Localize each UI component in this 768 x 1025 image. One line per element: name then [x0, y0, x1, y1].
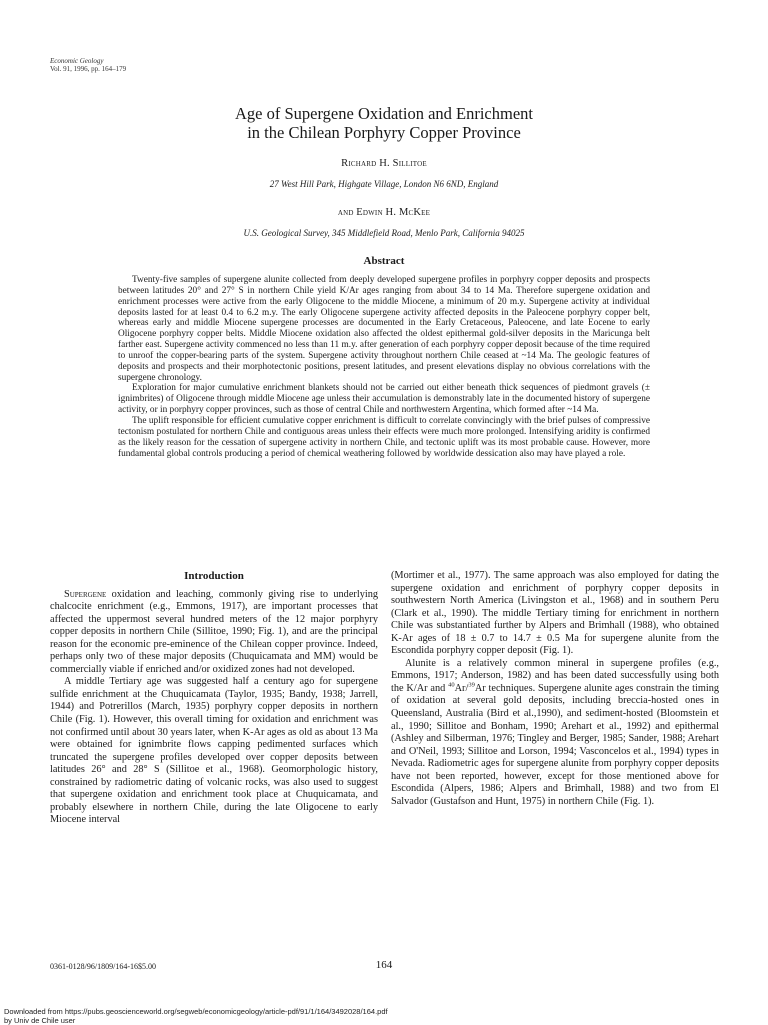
journal-citation — [50, 57, 126, 73]
paper-title — [100, 104, 668, 142]
intro-p4-end: Ar techniques. Supergene alunite ages constrain the timing of oxidation at several gold deposits, including breccia-hosted ones in Queensland, Australia (Bird et al.,1990), and sediment-hosted (Bloomstein et al., 1990; Sillitoe and Bonham, 1990; Arehart et al., 1992) and epithermal (Ashley and Silberman, 1976; Tingley and Berger, 1985; Sander, 1988; Arehart and O'Neil, 1993; Sillitoe and Lorson, 1994; Vasconcelos et al., 1994) types in Nevada. Radiometric ages for supergene alunite from porphyry copper deposits have not been reported, however, except for those mentioned above for Escondida (Alpers, 1986; Alpers and Brimhall, 1988) and two from El Salvador (Gustafson and Hunt, 1975) in northern Chile (Fig. 1). — [391, 683, 719, 807]
ar-text: Ar/ — [455, 683, 469, 694]
abstract-paragraph-2: Exploration for major cumulative enrichment blankets should not be carried out either beneath thick sequences of piedmont gravels (± ignimbrites) of Oligocene through middle Miocene age unless their accumulation is demonstrably late in the documented history of supergene activity, or in porphyry copper provinces, such as those of central Chile and northwestern Argentina, which formed after ~14 Ma. — [118, 383, 650, 416]
journal-volume: Vol. 91, 1996, pp. 164–179 — [50, 65, 126, 73]
author-2-prefix: and — [338, 207, 354, 218]
superscript-39: 39 — [468, 682, 475, 689]
author-1 — [100, 158, 668, 169]
journal-name: Economic Geology — [50, 57, 126, 65]
intro-paragraph-1: oxidation and leaching, commonly giving rise to underlying chalcocite enrichment (e.g., Emmons, 1917), are important processes that affected the uppermost several hundred meters of the 12 major porphyry copper deposits in northern Chile (Sillitoe, 1990; Fig. 1), and are the principal reason for the economic pre-eminence of the Chilean copper province. Indeed, perhaps only two of these major deposits (Chuquicamata and MM) would be commercially viable if enriched and/or oxidized zones had not developed. — [50, 589, 378, 675]
abstract-paragraph-3: The uplift responsible for efficient cumulative copper enrichment is difficult to correlate convincingly with the brief pulses of compressive tectonism postulated for northern Chile and contiguous areas unless their effects were much more prolonged. Intensifying aridity is confirmed as the likely reason for the cessation of supergene activity in northern Chile, and tectonic uplift was its most probable cause. However, more fundamental global controls producing a period of chemical weathering followed by worldwide dessication also may have played a role. — [118, 416, 650, 459]
author-2-affiliation: U.S. Geological Survey, 345 Middlefield Road, Menlo Park, California 94025 — [100, 228, 668, 238]
download-user: by Univ de Chile user — [4, 1017, 388, 1025]
superscript-40: 40 — [448, 682, 455, 689]
page-number: 164 — [334, 959, 434, 971]
abstract-paragraph-1: Twenty-five samples of supergene alunite collected from deeply developed supergene profiles in porphyry copper deposits and prospects between latitudes 20° and 27° S in northern Chile yield K/Ar ages ranging from about 34 to 14 Ma. Therefore supergene oxidation and enrichment processes were active from the early Oligocene to the middle Miocene, a minimum of 20 m.y. Supergene activity at individual deposits lasted for at least 0.4 to 6.2 m.y. The early Oligocene supergene activity affected deposits in the Paleocene porphyry copper belt, whereas early and middle Miocene supergene processes are documented in the Early Cretaceous, Paleocene, and late Eocene to early Oligocene porphyry copper belts. Middle Miocene oxidation also affected the oldest epithermal gold-silver deposits in the Maricunga belt farther east. Supergene activity commenced no less than 11 m.y. after generation of each porphyry copper deposit because of the time required to unroof the copper-bearing parts of the system. Supergene activity throughout northern Chile ceased at ~14 Ma. The geologic features of deposits and prospects and their morphotectonic positions, present latitudes, and present elevations display no obvious correlations with the supergene chronology. — [118, 275, 650, 383]
download-url[interactable]: Downloaded from https://pubs.geoscienceworld.org/segweb/economicgeology/article-pdf/91/1/164/3492028/164.pdf — [4, 1008, 388, 1017]
intro-lead-word: Supergene — [64, 589, 106, 600]
left-column — [50, 570, 378, 827]
author-1-affiliation: 27 West Hill Park, Highgate Village, London N6 6ND, England — [100, 179, 668, 189]
author-2 — [100, 207, 668, 218]
abstract-body — [118, 275, 650, 459]
intro-paragraph-3: (Mortimer et al., 1977). The same approach was also employed for dating the supergene oxidation and enrichment of porphyry copper deposits in southwestern North America (Livingston et al., 1968) and in southern Peru (Clark et al., 1990). The middle Tertiary timing for enrichment in northern Chile was substantiated further by Alpers and Brimhall (1988), who obtained K-Ar ages of 18 ± 0.7 to 14.7 ± 0.5 Ma for supergene alunite from the Escondida porphyry copper deposit (Fig. 1). — [391, 570, 719, 658]
abstract-heading: Abstract — [100, 255, 668, 267]
title-line-2: in the Chilean Porphyry Copper Province — [100, 123, 668, 142]
title-line-1: Age of Supergene Oxidation and Enrichment — [100, 104, 668, 123]
download-notice — [4, 1008, 388, 1025]
intro-paragraph-2: A middle Tertiary age was suggested half a century ago for supergene sulfide enrichment at the Chuquicamata (Taylor, 1935; Bandy, 1938; Jarrell, 1944) and Potrerillos (March, 1935) porphyry copper deposits in northern Chile (Fig. 1). However, this overall timing for oxidation and enrichment was not confirmed until about 30 years later, when K-Ar ages as old as about 13 Ma were obtained for ignimbrite flows capping pedimented surfaces which truncated the supergene profiles developed over copper deposits between latitudes 26° and 28° S (Sillitoe et al., 1968). Geomorphologic history, constrained by radiometric dating of volcanic rocks, was also used to suggest that supergene oxidation and enrichment took place at Chuquicamata, and probably elsewhere in northern Chile, during the late Oligocene to early Miocene interval — [50, 676, 378, 827]
author-1-name: Richard H. Sillitoe — [341, 158, 427, 169]
right-column — [391, 570, 719, 808]
intro-p4-start: Alunite is a relatively common mineral in supergene profiles (e.g., Emmons, 1917; Anderson, 1982) and has been dated successfully using both the K/Ar and — [391, 658, 719, 694]
issn-code: 0361-0128/96/1809/164-16$5.00 — [50, 962, 156, 971]
introduction-heading: Introduction — [50, 570, 378, 583]
author-2-name: Edwin H. McKee — [356, 207, 430, 218]
intro-paragraph-4 — [391, 658, 719, 809]
